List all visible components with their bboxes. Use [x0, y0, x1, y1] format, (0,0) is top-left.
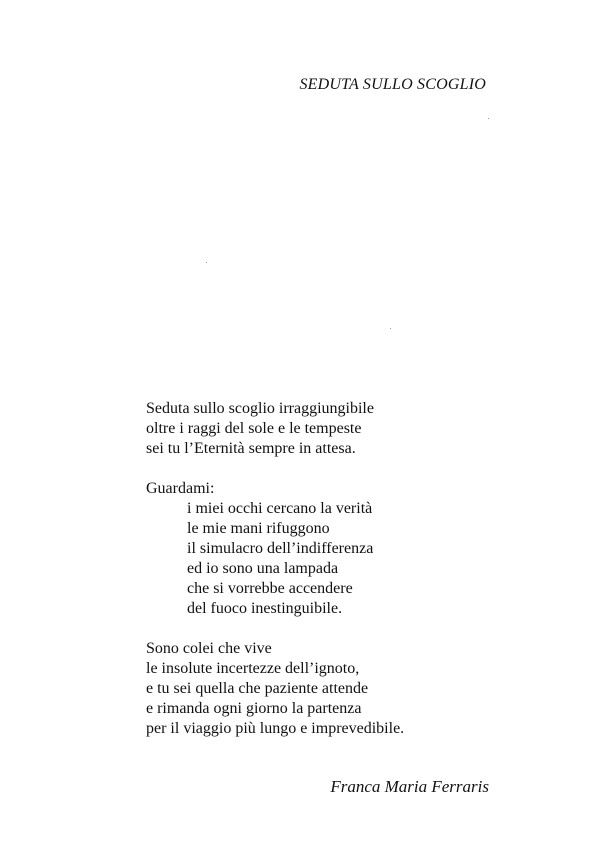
poem-author: Franca Maria Ferraris	[330, 777, 489, 796]
paper-speck	[488, 118, 489, 119]
poem-title: SEDUTA SULLO SCOGLIO	[299, 76, 486, 93]
poem-line: Guardami:	[146, 480, 215, 497]
stanza-2	[146, 479, 404, 619]
poem-line: le mie mani rifuggono	[187, 520, 330, 537]
poem-body	[146, 399, 404, 739]
poem-line: ed io sono una lampada	[187, 560, 339, 577]
poem-line: oltre i raggi del sole e le tempeste	[146, 420, 362, 437]
poem-line: del fuoco inestinguibile.	[187, 600, 343, 617]
poem-line: e rimanda ogni giorno la partenza	[146, 700, 362, 717]
stanza-1	[146, 399, 404, 459]
poem-line: le insolute incertezze dell’ignoto,	[146, 660, 360, 677]
poem-line: i miei occhi cercano la verità	[187, 500, 373, 517]
paper-speck	[390, 328, 391, 329]
poem-line: che si vorrebbe accendere	[187, 580, 353, 597]
poem-line: Sono colei che vive	[146, 640, 272, 657]
poem-line: Seduta sullo scoglio irraggiungibile	[146, 400, 374, 417]
stanza-3	[146, 639, 404, 739]
paper-speck	[206, 262, 207, 263]
poem-line: e tu sei quella che paziente attende	[146, 680, 369, 697]
poem-line: per il viaggio più lungo e imprevedibile.	[146, 720, 405, 737]
poem-line: sei tu l’Eternità sempre in attesa.	[146, 440, 356, 457]
poem-line: il simulacro dell’indifferenza	[187, 540, 374, 557]
